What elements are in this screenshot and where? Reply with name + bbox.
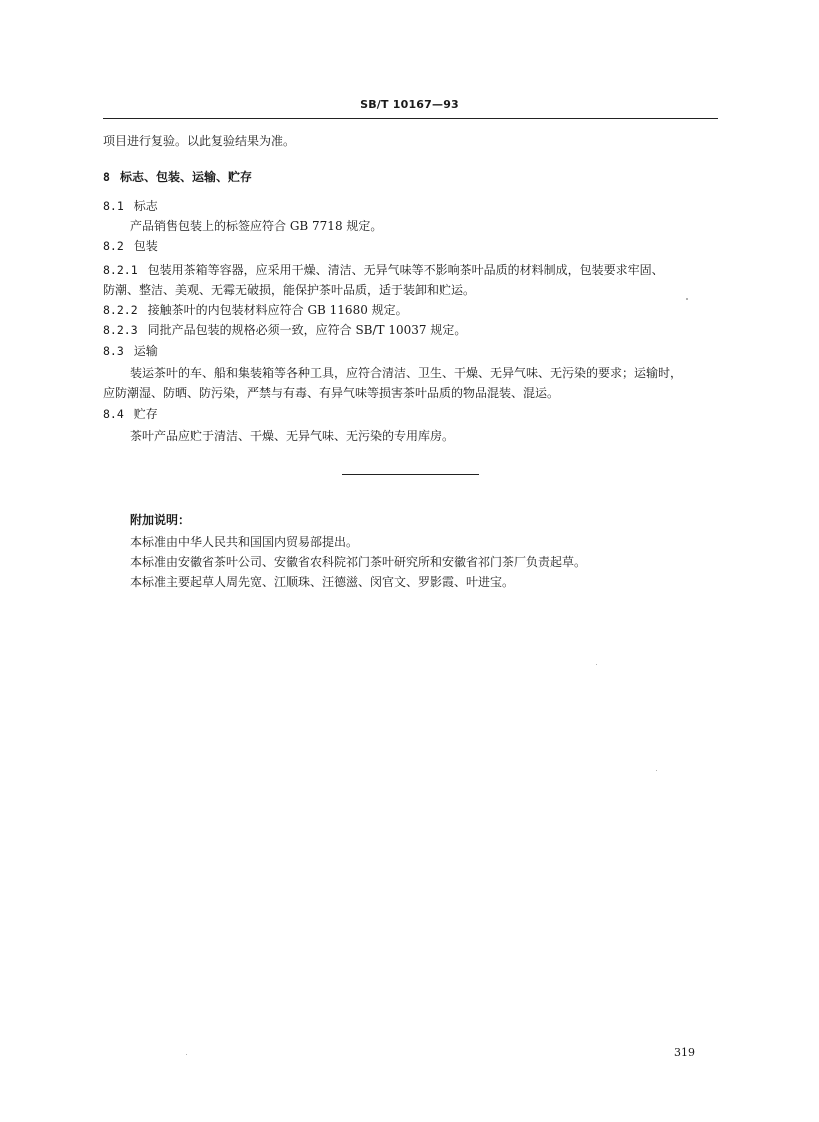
section-8-2-heading xyxy=(103,238,158,254)
scan-speck xyxy=(686,298,688,300)
section-8-title: 标志、包装、运输、贮存 xyxy=(119,170,252,184)
section-8-2-3-paragraph xyxy=(103,322,466,338)
section-8-4-number: 8.4 xyxy=(103,407,124,421)
scan-speck xyxy=(186,1054,187,1055)
standard-code-header: SB/T 10167—93 xyxy=(360,98,459,111)
section-8-2-1-text: 包装用茶箱等容器，应采用干燥、清洁、无异气味等不影响茶叶品质的材料制成，包装要求牢固、 xyxy=(147,263,664,277)
section-8-3-text: 装运茶叶的车、船和集装箱等各种工具，应符合清洁、卫生、干燥、无异气味、无污染的要求；运输时， xyxy=(130,366,683,380)
section-8-2-3-number: 8.2.3 xyxy=(103,323,138,337)
scan-speck xyxy=(596,664,597,665)
section-8-1-heading xyxy=(103,198,158,214)
header-rule xyxy=(103,118,718,119)
section-8-2-2-text: 接触茶叶的内包装材料应符合 GB 11680 规定。 xyxy=(147,303,408,317)
section-8-2-2-number: 8.2.2 xyxy=(103,303,138,317)
notes-line-1: 本标准由中华人民共和国国内贸易部提出。 xyxy=(130,535,359,549)
notes-heading: 附加说明： xyxy=(130,513,191,527)
section-8-3-heading xyxy=(103,343,158,359)
section-8-1-text: 产品销售包装上的标签应符合 GB 7718 规定。 xyxy=(130,219,383,233)
notes-line-2: 本标准由安徽省茶叶公司、安徽省农科院祁门茶叶研究所和安徽省祁门茶厂负责起草。 xyxy=(130,555,587,569)
section-8-2-1-continuation: 防潮、整洁、美观、无霉无破损，能保护茶叶品质，适于装卸和贮运。 xyxy=(103,283,476,297)
section-8-2-1-number: 8.2.1 xyxy=(103,263,138,277)
section-8-heading xyxy=(103,169,252,185)
section-8-2-1-paragraph xyxy=(103,262,664,278)
scan-speck xyxy=(656,770,657,771)
section-8-1-number: 8.1 xyxy=(103,199,124,213)
section-8-4-text: 茶叶产品应贮于清洁、干燥、无异气味、无污染的专用库房。 xyxy=(130,429,455,443)
section-8-4-title: 贮存 xyxy=(133,407,158,421)
section-8-3-continuation: 应防潮湿、防晒、防污染，严禁与有毒、有异气味等损害茶叶品质的物品混装、混运。 xyxy=(103,386,560,400)
section-8-1-title: 标志 xyxy=(133,199,158,213)
section-8-number: 8 xyxy=(103,170,110,184)
notes-line-3: 本标准主要起草人周先宽、江顺珠、汪德滋、闵官文、罗影霞、叶进宝。 xyxy=(130,575,515,589)
section-8-3-title: 运输 xyxy=(133,344,158,358)
section-8-2-2-paragraph xyxy=(103,302,408,318)
section-8-3-number: 8.3 xyxy=(103,344,124,358)
section-8-2-title: 包装 xyxy=(133,239,158,253)
section-8-2-3-text: 同批产品包装的规格必须一致，应符合 SB/T 10037 规定。 xyxy=(147,323,467,337)
section-8-2-number: 8.2 xyxy=(103,239,124,253)
page-number: 319 xyxy=(674,1046,695,1059)
section-8-4-heading xyxy=(103,406,158,422)
end-of-text-rule xyxy=(342,474,479,475)
continuation-text: 项目进行复验。以此复验结果为准。 xyxy=(103,134,296,148)
